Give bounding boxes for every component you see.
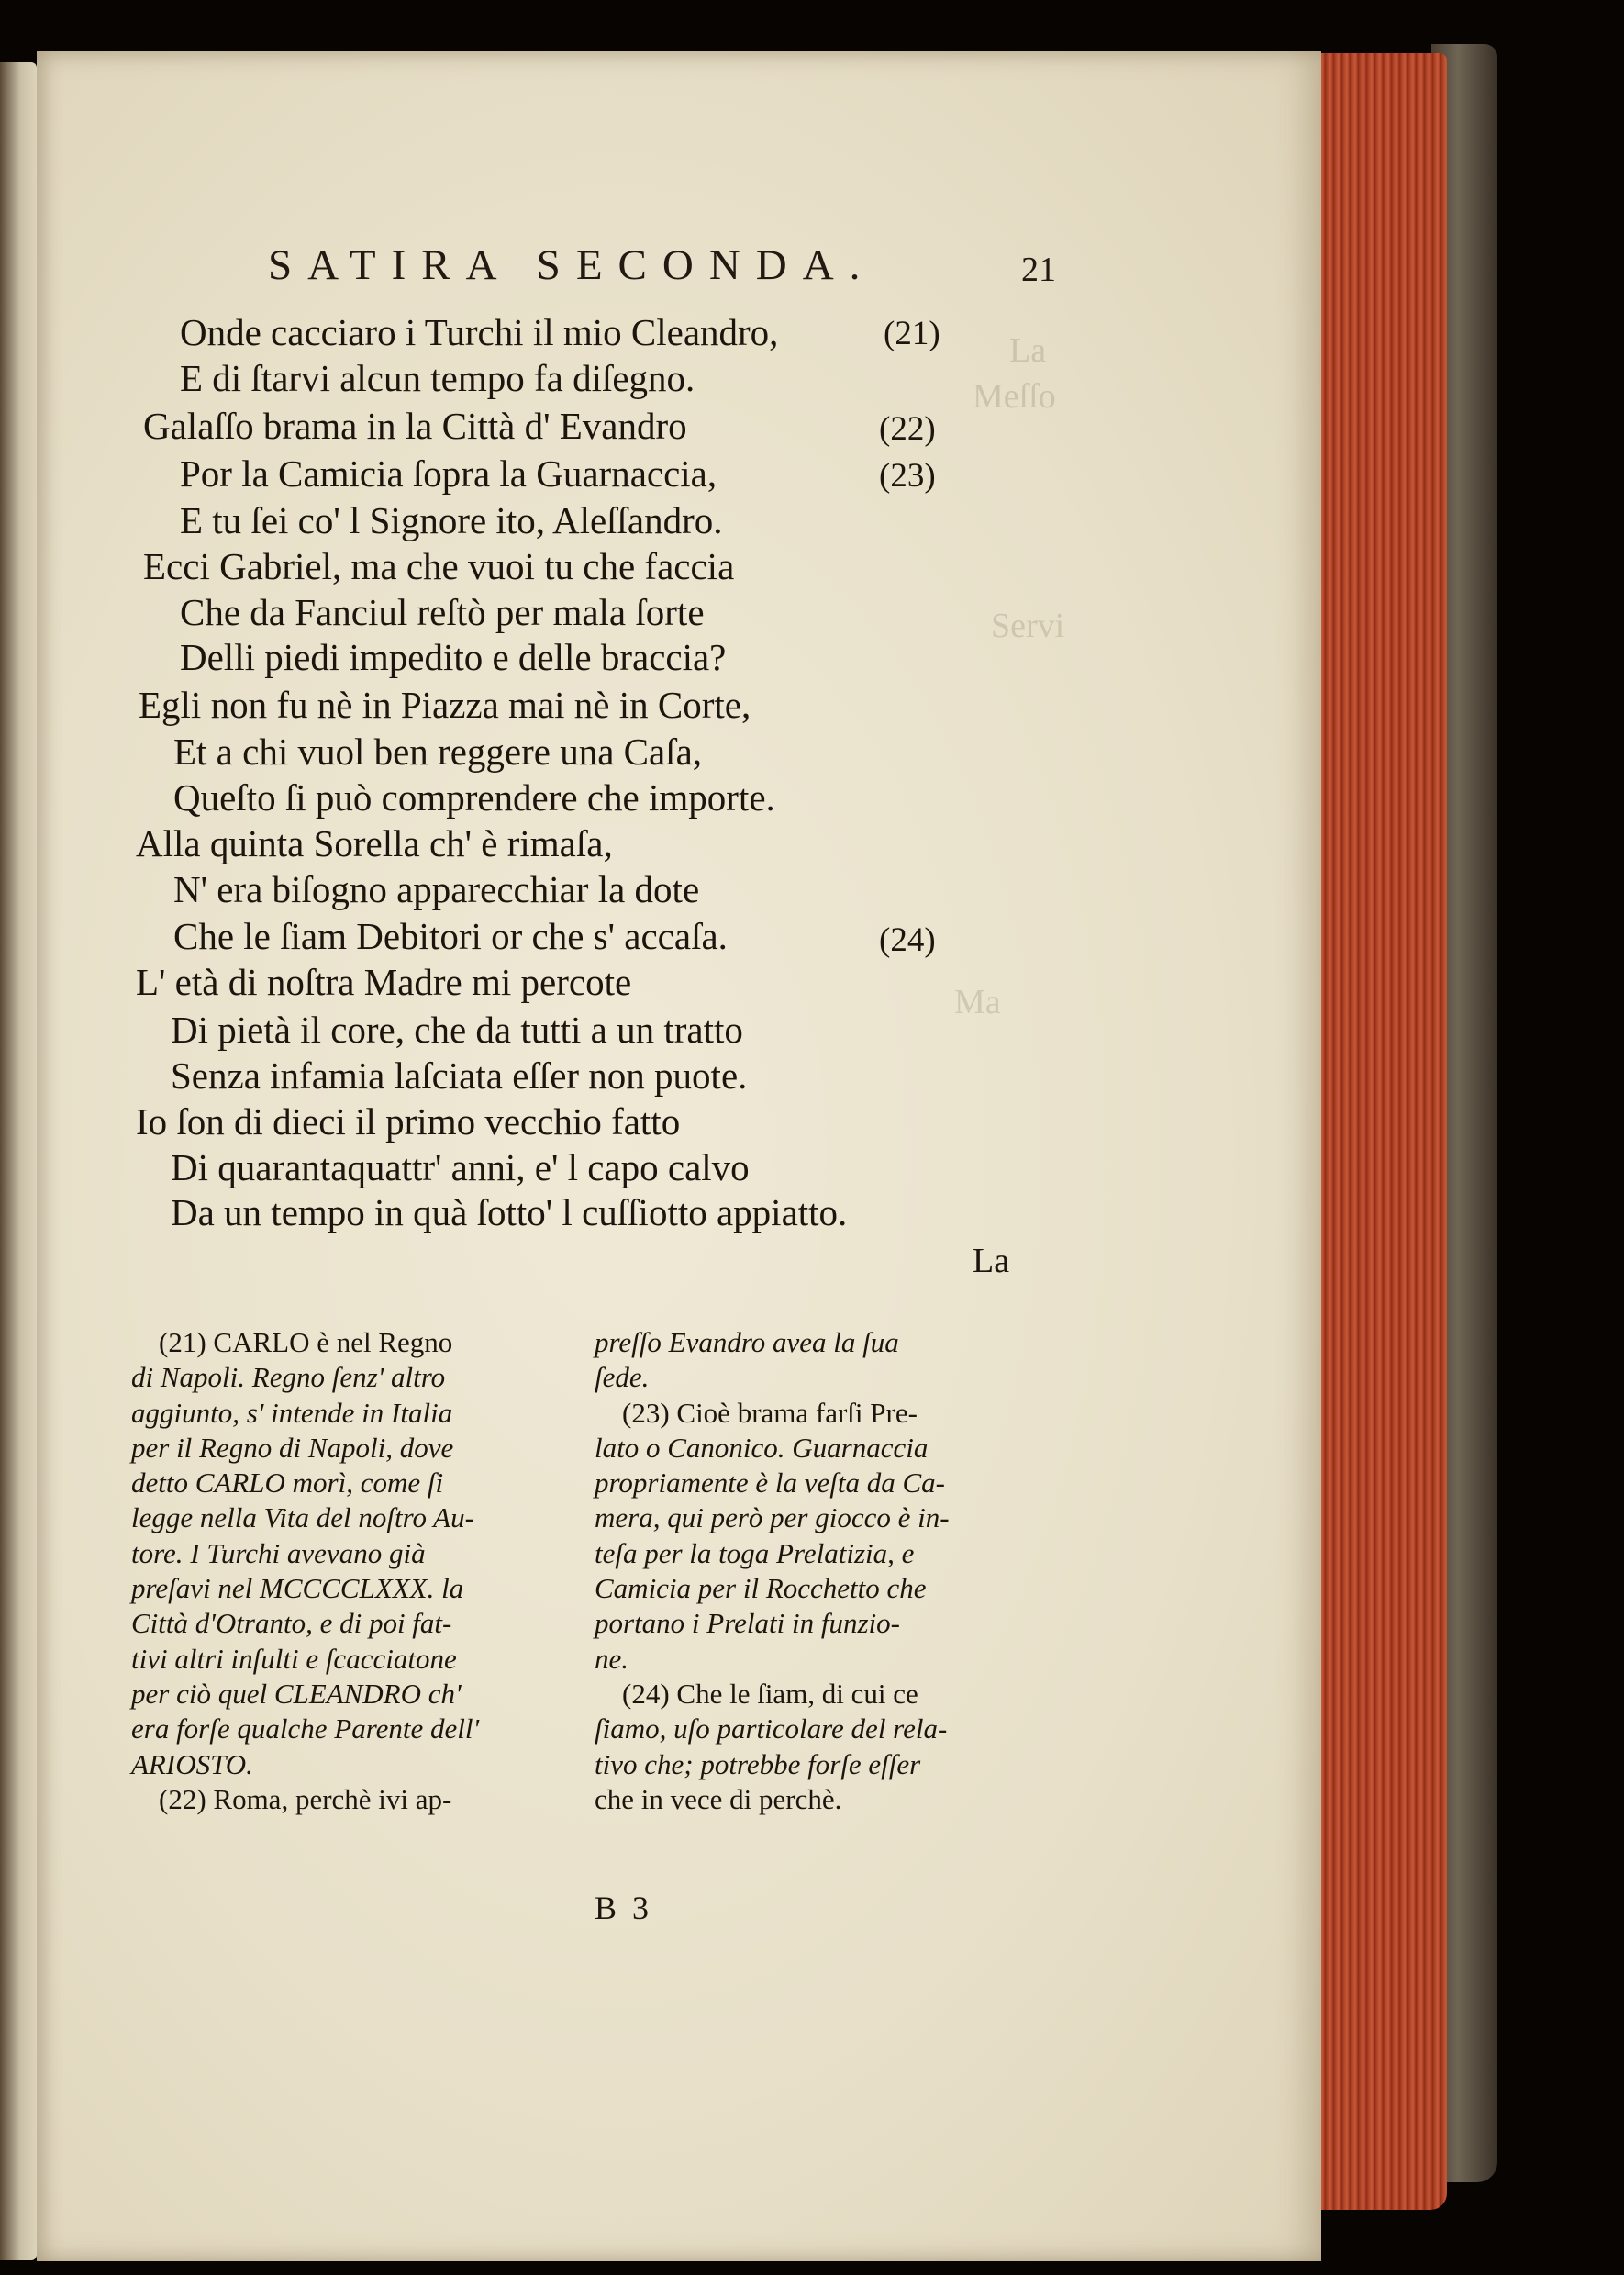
verse-line: Galaſſo brama in la Città d' Evandro [143,405,687,447]
footnote-line: aggiunto, s' intende in Italia [131,1396,453,1429]
footnote-line: che in vece di perchè. [595,1782,842,1815]
verse-line: Io ſon di dieci il primo vecchio fatto [136,1100,681,1143]
verse-line: Di quarantaquattr' anni, e' l capo calvo [171,1146,750,1188]
signature-mark: B 3 [595,1890,653,1926]
footnote-line: legge nella Vita del noſtro Au- [131,1501,474,1534]
footnote-line: (21) CARLO è nel Regno [159,1326,453,1358]
page-number: 21 [1021,251,1056,289]
footnote-line: tore. I Turchi avevano già [131,1536,426,1569]
verse-line: Delli piedi impedito e delle braccia? [180,636,727,678]
verse-line: Senza infamia laſciata eſſer non puote. [171,1054,748,1097]
verse-line: Di pietà il core, che da tutti a un tratto [171,1009,743,1051]
verse-line: E tu ſei co' l Signore ito, Aleſſandro. [180,499,723,541]
footnote-line: (22) Roma, perchè ivi ap- [159,1782,452,1815]
catchword: La [973,1242,1010,1280]
footnote-line: per il Regno di Napoli, dove [131,1431,454,1464]
red-page-edges [1314,53,1447,2210]
footnote-line: detto CARLO morì, come ſi [131,1466,444,1500]
running-head: SATIRA SECONDA. [268,241,876,289]
facing-page-edge [0,62,37,2260]
verse-line: Queſto ſi può comprendere che importe. [173,776,775,819]
show-through-text: Meſſo [973,377,1056,416]
verse-line: N' era biſogno apparecchiar la dote [173,868,700,910]
footnotes-left-column [131,1325,560,1817]
show-through-text: Ma [954,983,1001,1021]
verse-line: Che le ſiam Debitori or che s' accaſa. [173,915,728,957]
footnote-line: ſede. [595,1361,650,1394]
verse-note-ref: (21) [884,315,940,352]
footnote-line: di Napoli. Regno ſenz' altro [131,1361,446,1394]
verse-line: Che da Fanciul reſtò per mala ſorte [180,591,705,633]
footnote-line: preſſo Evandro avea la ſua [595,1326,899,1358]
verse-note-ref: (22) [879,410,936,448]
footnote-line: tivo che; potrebbe forſe eſſer [595,1747,921,1780]
footnote-line: mera, qui però per giocco è in- [595,1501,950,1534]
footnote-line: ARIOSTO. [131,1747,253,1780]
footnote-line: era forſe qualche Parente dell' [131,1712,480,1745]
footnote-line: per ciò quel CLEANDRO ch' [131,1677,462,1710]
footnote-line: lato o Canonico. Guarnaccia [595,1431,929,1464]
verse-line: Onde cacciaro i Turchi il mio Cleandro, [180,311,779,353]
verse-line: E di ſtarvi alcun tempo fa diſegno. [180,357,695,399]
verse-line: L' età di noſtra Madre mi percote [136,961,632,1003]
verse-note-ref: (24) [879,921,936,959]
footnote-line: portano i Prelati in funzio- [595,1607,900,1640]
verse-line: Por la Camicia ſopra la Guarnaccia, [180,452,717,495]
footnote-line: tivi altri inſulti e ſcacciatone [131,1642,457,1675]
footnote-line: propriamente è la veſta da Ca- [595,1466,945,1500]
show-through-text: Servi [991,607,1065,645]
verse-line: Et a chi vuol ben reggere una Caſa, [173,730,703,773]
verse-line: Da un tempo in quà ſotto' l cuſſiotto appiatto. [171,1191,848,1233]
footnote-line: Città d'Otranto, e di poi fat- [131,1607,452,1640]
verse-line: Egli non fu nè in Piazza mai nè in Corte, [139,684,751,726]
footnotes-right-column [595,1325,1023,1817]
footnote-line: ſiamo, uſo particolare del rela- [595,1712,948,1745]
footnote-line: (23) Cioè brama farſi Pre- [622,1396,918,1429]
verse-note-ref: (23) [879,457,936,495]
verse-line: Alla quinta Sorella ch' è rimaſa, [136,822,613,864]
footnote-line: teſa per la toga Prelatizia, e [595,1536,915,1569]
footnote-line: preſavi nel MCCCCLXXX. la [131,1572,464,1605]
footnote-line: Camicia per il Rocchetto che [595,1572,927,1605]
verse-line: Ecci Gabriel, ma che vuoi tu che faccia [143,545,735,587]
show-through-text: La [1009,331,1047,370]
footnote-line: ne. [595,1642,629,1675]
footnote-line: (24) Che le ſiam, di cui ce [622,1677,918,1710]
